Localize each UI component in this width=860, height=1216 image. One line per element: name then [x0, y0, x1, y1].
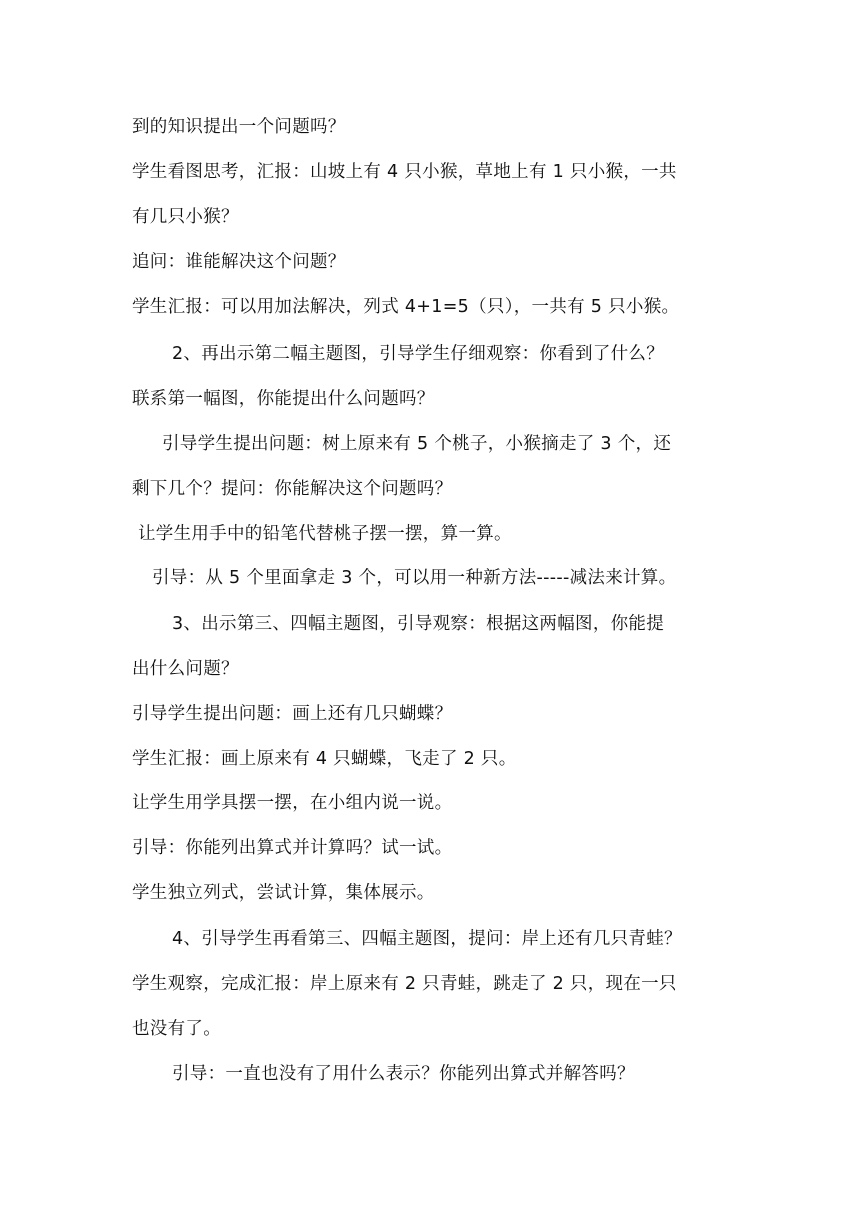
text-line-7: 联系第一幅图，你能提出什么问题吗？	[132, 389, 435, 409]
text-line-21: 也没有了。	[132, 1019, 221, 1039]
text-line-14: 引导学生提出问题：画上还有几只蝴蝶？	[132, 704, 453, 724]
text-line-19: 4、引导学生再看第三、四幅主题图，提问：岸上还有几只青蛙？	[172, 929, 682, 949]
text-line-3: 有几只小猴？	[132, 207, 239, 227]
text-line-6: 2、再出示第二幅主题图，引导学生仔细观察：你看到了什么？	[172, 344, 665, 364]
text-line-20: 学生观察，完成汇报：岸上原来有 2 只青蛙，跳走了 2 只，现在一只	[132, 974, 677, 994]
text-line-10: 让学生用手中的铅笔代替桃子摆一摆，算一算。	[138, 524, 512, 544]
text-line-1: 到的知识提出一个问题吗？	[132, 117, 346, 137]
text-line-11: 引导：从 5 个里面拿走 3 个，可以用一种新方法-----减法来计算。	[152, 568, 677, 588]
text-line-17: 引导：你能列出算式并计算吗？试一试。	[132, 838, 453, 858]
text-line-18: 学生独立列式，尝试计算，集体展示。	[132, 883, 435, 903]
text-line-12: 3、出示第三、四幅主题图，引导观察：根据这两幅图，你能提	[172, 614, 665, 634]
text-line-2: 学生看图思考，汇报：山坡上有 4 只小猴，草地上有 1 只小猴，一共	[132, 162, 677, 182]
text-line-9: 剩下几个？提问：你能解决这个问题吗？	[132, 479, 453, 499]
text-line-5: 学生汇报：可以用加法解决，列式 4+1=5（只），一共有 5 只小猴。	[132, 297, 680, 317]
text-line-22: 引导：一直也没有了用什么表示？你能列出算式并解答吗？	[172, 1064, 635, 1084]
text-line-15: 学生汇报：画上原来有 4 只蝴蝶，飞走了 2 只。	[132, 749, 517, 769]
text-line-8: 引导学生提出问题：树上原来有 5 个桃子，小猴摘走了 3 个，还	[162, 434, 672, 454]
text-line-4: 追问：谁能解决这个问题？	[132, 252, 346, 272]
text-line-16: 让学生用学具摆一摆，在小组内说一说。	[132, 793, 453, 813]
text-line-13: 出什么问题？	[132, 659, 239, 679]
